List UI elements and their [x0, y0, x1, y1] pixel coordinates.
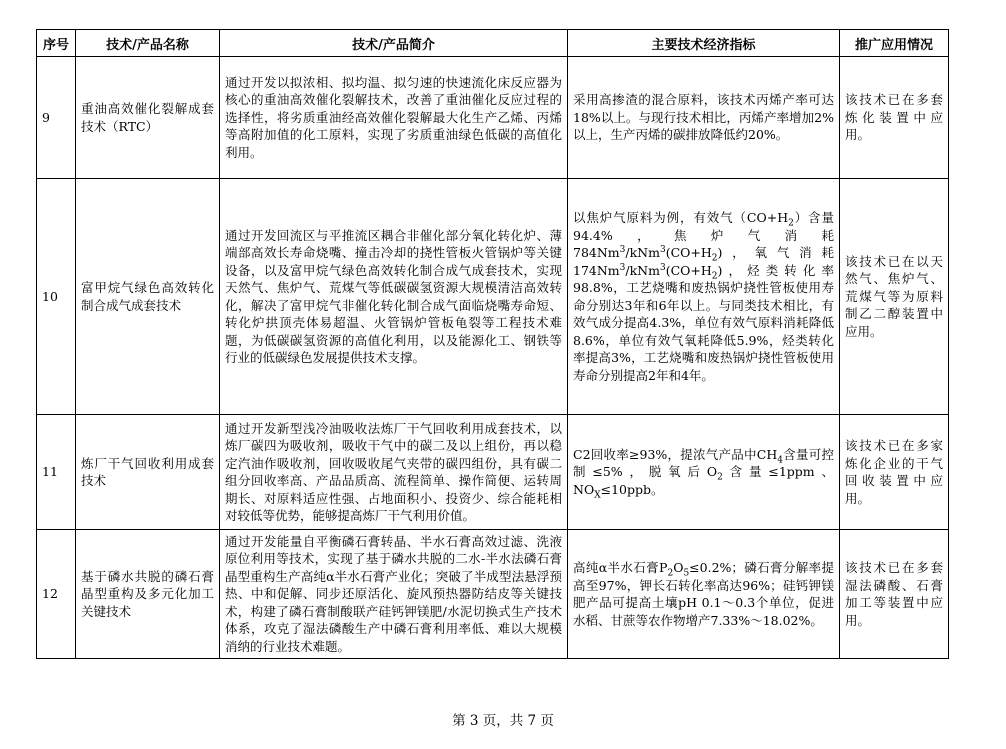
technical-indicators: 采用高掺渣的混合原料，该技术丙烯产率可达18%以上。与现行技术相比，丙烯产率增加2%以上，生产丙烯的碳排放降低约20%。 [568, 57, 840, 179]
application-status: 该技术已在多家炼化企业的干气回收装置中应用。 [840, 415, 949, 530]
technology-table [36, 29, 949, 659]
subscript: 5 [683, 568, 690, 579]
row-number: 12 [37, 530, 76, 659]
page-footer: 第 3 页，共 7 页 [452, 713, 554, 729]
technical-indicators [568, 530, 840, 659]
indicator-text: ≤0.2%；磷石膏分解率提高至97%，钾长石转化率高达96%；硅钙钾镁肥产品可提高土壤pH 0.1～0.3个单位，促进水稻、甘蔗等农作物增产7.33%～18.02%。 [573, 560, 834, 628]
indicator-text: )，烃类转化率 98.8%，工艺烧嘴和废热锅炉挠性管板使用寿命分别达3年和6年以上。与同类技术相比，有效气成分提高4.3%，单位有效气原料消耗降低8.6%，单位有效气氧耗降低5.9%，烃类转化率提高3%，工艺烧嘴和废热锅炉挠性管板使用寿命分别提高2年和4年。 [573, 262, 834, 383]
superscript: 3 [659, 262, 666, 273]
technology-intro: 通过开发以拟浓相、拟均温、拟匀速的快速流化床反应器为核心的重油高效催化裂解技术，改善了重油催化反应过程的选择性，将劣质重油经高效催化裂解最大化生产乙烯、丙烯等高附加值的化工原料，实现了劣质重油绿色低碳的高值化利用。 [220, 57, 568, 179]
indicator-text: (CO+H [665, 245, 712, 260]
subscript: 2 [717, 472, 723, 483]
header-application: 推广应用情况 [840, 30, 949, 57]
indicator-text: 高纯α半水石膏P [573, 560, 668, 575]
row-number: 11 [37, 415, 76, 530]
indicator-text: /kNm [625, 262, 660, 278]
table-row [37, 179, 949, 415]
subscript: 2 [788, 218, 794, 229]
superscript: 3 [619, 244, 626, 255]
table-header-row [37, 30, 949, 57]
indicator-text: /kNm [625, 245, 660, 260]
header-indicators: 主要技术经济指标 [568, 30, 840, 57]
application-status: 该技术已在多套湿法磷酸、石膏加工等装置中应用。 [840, 530, 949, 659]
table-row [37, 57, 949, 179]
indicator-text: (CO+H [665, 262, 712, 278]
indicator-text: C2回收率≥93%，提浓气产品中CH [573, 446, 778, 462]
technology-name: 基于磷水共脱的磷石膏晶型重构及多元化加工关键技术 [76, 530, 220, 659]
table-row [37, 415, 949, 530]
indicator-text: 含量≤1ppm、NO [573, 464, 834, 497]
subscript: 2 [711, 271, 718, 281]
technology-intro: 通过开发回流区与平推流区耦合非催化部分氧化转化炉、薄端部高效长寿命烧嘴、撞击冷却的挠性管板火管锅炉等关键设备，以及富甲烷气绿色高效转化制合成气成套技术，实现天然气、焦炉气、荒煤气等低碳碳氢资源大规模清洁高效转化，解决了富甲烷气非催化转化制合成气面临烧嘴寿命短、转化炉拱顶壳体易超温、火管锅炉管板龟裂等工程技术难题，为低碳碳氢资源的高值化利用，以及能源化工、钢铁等行业的低碳绿色发展提供技术支撑。 [220, 179, 568, 415]
indicator-text: )，氧气消耗 174Nm [573, 245, 834, 278]
superscript: 3 [619, 262, 626, 273]
application-status: 该技术已在多套炼化装置中应用。 [840, 57, 949, 179]
technical-indicators [568, 415, 840, 530]
technology-intro: 通过开发能量自平衡磷石膏转晶、半水石膏高效过滤、洗液原位利用等技术，实现了基于磷水共脱的二水-半水法磷石膏晶型重构生产高纯α半水石膏产业化；突破了半成型法悬浮预热、中和促解、同步还原活化、旋风预热器防结皮等关键技术，构建了磷石膏制酸联产硅钙钾镁肥/水泥切换式生产技术体系，攻克了湿法磷酸生产中磷石膏利用率低、难以大规模消纳的行业技术难题。 [220, 530, 568, 659]
application-status: 该技术已在以天然气、焦炉气、荒煤气等为原料制乙二醇装置中应用。 [840, 179, 949, 415]
technical-indicators [568, 179, 840, 415]
subscript: 2 [711, 253, 718, 264]
technology-name: 富甲烷气绿色高效转化制合成气成套技术 [76, 179, 220, 415]
indicator-text: 含量可控制≤5%，脱氧后O [573, 446, 834, 480]
subscript: X [594, 490, 601, 501]
row-number: 10 [37, 179, 76, 415]
superscript: 3 [659, 244, 666, 255]
technology-name: 炼厂干气回收利用成套技术 [76, 415, 220, 530]
indicator-text: 以焦炉气原料为例，有效气（CO+H [573, 210, 789, 225]
indicator-text: O [673, 560, 684, 575]
header-name: 技术/产品名称 [76, 30, 220, 57]
subscript: 4 [777, 455, 783, 466]
subscript: 2 [667, 568, 674, 579]
technology-intro: 通过开发新型浅冷油吸收法炼厂干气回收利用成套技术，以炼厂碳四为吸收剂，吸收干气中的碳二及以上组份，再以稳定汽油作吸收剂，回收吸收尾气夹带的碳四组份，具有碳二组分回收率高、产品品质高、流程简单、操作简便、运转周期长、对原料适应性强、占地面积小、投资少、综合能耗相对较低等优势，能够提高炼厂干气利用价值。 [220, 415, 568, 530]
header-no: 序号 [37, 30, 76, 57]
table-row [37, 530, 949, 659]
indicator-text: ）含量 94.4%，焦炉气消耗 784Nm [573, 210, 834, 260]
technology-name: 重油高效催化裂解成套技术（RTC） [76, 57, 220, 179]
indicator-text: ≤10ppb。 [600, 481, 664, 497]
row-number: 9 [37, 57, 76, 179]
header-intro: 技术/产品简介 [220, 30, 568, 57]
